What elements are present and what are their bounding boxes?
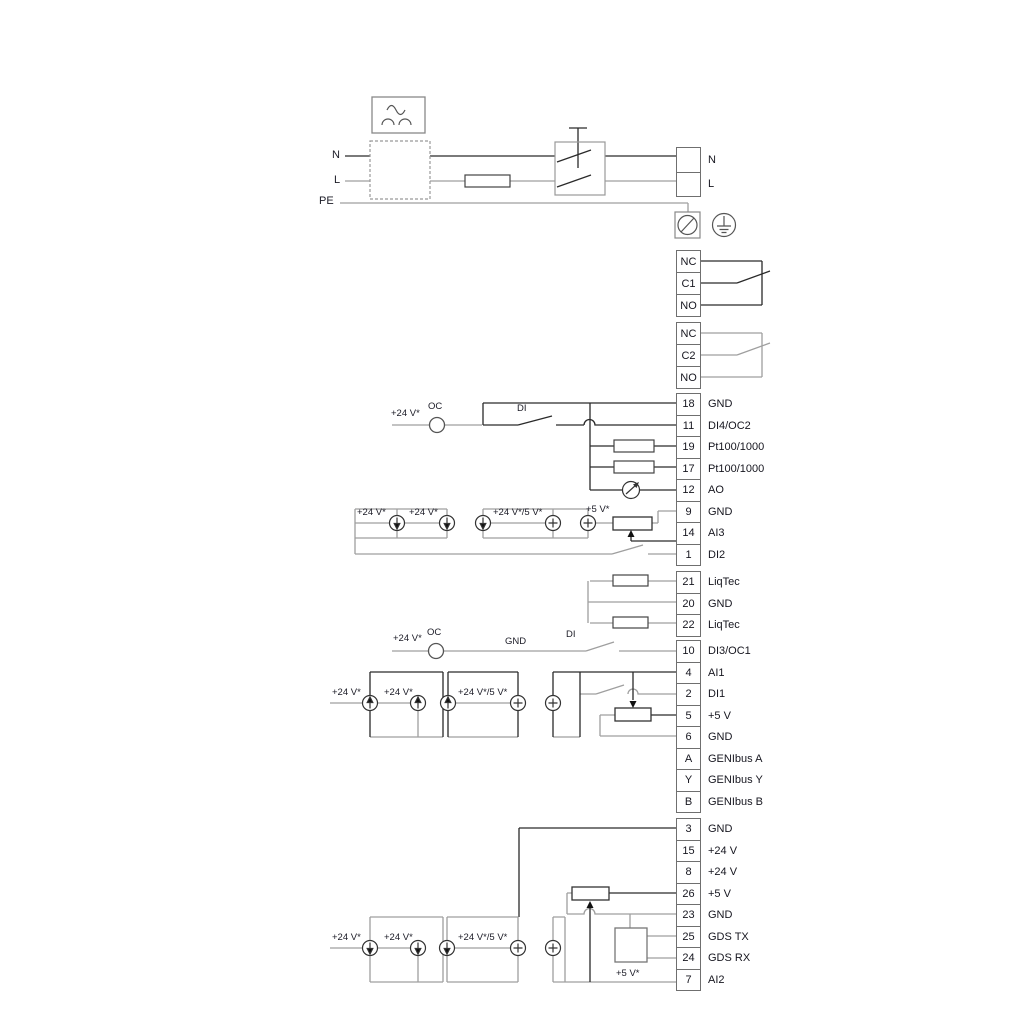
terminal-number: Y xyxy=(676,769,701,792)
table-row xyxy=(676,947,750,970)
terminal-label: AI1 xyxy=(708,666,725,679)
terminal-label: Pt100/1000 xyxy=(708,441,765,454)
line-label-pe: PE xyxy=(319,195,334,207)
open-collector-icon xyxy=(430,418,445,433)
terminal-strip-2 xyxy=(676,571,740,637)
table-row xyxy=(676,840,750,863)
open-collector-icon xyxy=(429,644,444,659)
gnd-label: GND xyxy=(505,636,527,647)
terminal-label: +24 V xyxy=(708,844,738,857)
voltage-source-plus-icon xyxy=(546,516,596,531)
potentiometer xyxy=(613,517,652,530)
table-row xyxy=(676,791,763,814)
table-row xyxy=(676,705,763,728)
terminal-number: 8 xyxy=(676,861,701,884)
fuse xyxy=(465,175,510,187)
supply-circles xyxy=(363,516,596,956)
terminal-label: GND xyxy=(708,398,733,411)
supply-label: +24 V*/5 V* xyxy=(458,932,508,943)
gds-sensor-box xyxy=(615,928,647,962)
terminal-label: GND xyxy=(708,731,733,744)
supply-label: +24 V* xyxy=(357,507,386,518)
terminal-cell: C1 xyxy=(676,272,701,295)
terminal-number: 25 xyxy=(676,926,701,949)
terminal-number: 4 xyxy=(676,662,701,685)
wiper-arrow-up-icon xyxy=(587,901,594,908)
terminal-cell: NO xyxy=(676,366,701,389)
potentiometer xyxy=(572,887,609,900)
terminal-number: 7 xyxy=(676,969,701,992)
terminal-number: 2 xyxy=(676,683,701,706)
terminal-label: L xyxy=(708,178,715,191)
terminal-strip-4 xyxy=(676,818,750,991)
liqtec-resistor xyxy=(613,575,648,586)
terminal-label: GENIbus Y xyxy=(708,774,763,787)
table-row xyxy=(676,172,716,198)
terminal-label: AI2 xyxy=(708,973,725,986)
table-row xyxy=(676,683,763,706)
terminal-number: 1 xyxy=(676,544,701,567)
table-row xyxy=(676,926,750,949)
terminal-label: GDS RX xyxy=(708,952,751,965)
terminal-cell: NC xyxy=(676,322,701,345)
terminal-label: GENIbus B xyxy=(708,795,764,808)
oc-label: OC xyxy=(427,627,442,638)
terminal-number: 26 xyxy=(676,883,701,906)
sine-wave-icon xyxy=(387,106,405,115)
terminal-label: DI1 xyxy=(708,688,726,701)
table-row xyxy=(676,458,764,481)
table-row xyxy=(676,883,750,906)
terminal-label: Pt100/1000 xyxy=(708,462,765,475)
wiper-arrows xyxy=(587,530,637,908)
terminal-label: +5 V xyxy=(708,709,731,722)
table-row xyxy=(676,662,763,685)
supply-label: +24 V* xyxy=(384,687,413,698)
terminal-number: 20 xyxy=(676,593,701,616)
mains-terminal-block xyxy=(676,147,716,197)
line-label-n: N xyxy=(332,149,340,161)
terminal-number: 24 xyxy=(676,947,701,970)
terminal-number: 6 xyxy=(676,726,701,749)
terminal-label: GND xyxy=(708,909,733,922)
supply-label: +24 V*/5 V* xyxy=(458,687,508,698)
table-row xyxy=(676,748,763,771)
terminal-cell: NC xyxy=(676,250,701,273)
terminal-label: GND xyxy=(708,597,733,610)
terminal-label: +5 V xyxy=(708,887,731,900)
supply-label: +24 V* xyxy=(393,633,422,644)
supply-label: +5 V* xyxy=(616,968,640,979)
terminal-label: AO xyxy=(708,484,724,497)
table-row xyxy=(676,522,764,545)
terminal-cell: NO xyxy=(676,294,701,317)
terminal-label: DI3/OC1 xyxy=(708,645,751,658)
line-label-l: L xyxy=(334,174,341,186)
terminal-label: GND xyxy=(708,823,733,836)
oc-label: OC xyxy=(428,401,443,412)
table-row xyxy=(676,726,763,749)
rectified-wave-icon xyxy=(382,119,411,125)
ac-supply-box xyxy=(372,97,425,133)
table-row xyxy=(676,344,701,367)
terminal-number: 18 xyxy=(676,393,701,416)
supply-label: +24 V* xyxy=(391,408,420,419)
table-row xyxy=(676,322,701,345)
terminal-cell xyxy=(676,147,701,173)
table-row xyxy=(676,904,750,927)
terminal-cell xyxy=(676,172,701,198)
terminal-number: 22 xyxy=(676,614,701,637)
terminal-number: 10 xyxy=(676,640,701,663)
terminal-number: 15 xyxy=(676,840,701,863)
terminal-label: LiqTec xyxy=(708,619,740,632)
supply-label: +24 V* xyxy=(384,932,413,943)
table-row xyxy=(676,818,750,841)
wiper-arrow-down-icon xyxy=(630,701,637,708)
current-source-down-icon xyxy=(390,516,491,531)
di-label: DI xyxy=(517,403,527,414)
table-row xyxy=(676,640,763,663)
table-row xyxy=(676,479,764,502)
table-row xyxy=(676,614,740,637)
terminal-label: LiqTec xyxy=(708,576,740,589)
terminal-strip-3 xyxy=(676,640,763,813)
terminal-label: DI4/OC2 xyxy=(708,419,751,432)
wiper-arrow-up-icon xyxy=(628,530,635,537)
table-row xyxy=(676,969,750,992)
terminal-number: 19 xyxy=(676,436,701,459)
voltage-source-plus-icon xyxy=(511,941,561,956)
terminal-number: 11 xyxy=(676,415,701,438)
pt-sensor-resistor xyxy=(614,440,654,452)
table-row xyxy=(676,769,763,792)
terminal-label: GDS TX xyxy=(708,930,749,943)
terminal-number: 12 xyxy=(676,479,701,502)
table-row xyxy=(676,593,740,616)
potentiometer xyxy=(615,708,651,721)
terminal-number: 17 xyxy=(676,458,701,481)
terminal-label: DI2 xyxy=(708,548,726,561)
terminal-number: 5 xyxy=(676,705,701,728)
terminal-label: GENIbus A xyxy=(708,752,763,765)
terminal-label: N xyxy=(708,153,716,166)
terminal-number: 9 xyxy=(676,501,701,524)
table-row xyxy=(676,501,764,524)
table-row xyxy=(676,571,740,594)
relay1-block xyxy=(676,250,701,317)
table-row xyxy=(676,544,764,567)
terminal-number: 21 xyxy=(676,571,701,594)
supply-label: +24 V* xyxy=(332,932,361,943)
table-row xyxy=(676,294,701,317)
terminal-number: A xyxy=(676,748,701,771)
table-row xyxy=(676,415,764,438)
terminal-number: 23 xyxy=(676,904,701,927)
table-row xyxy=(676,147,716,173)
supply-label: +24 V*/5 V* xyxy=(493,507,543,518)
supply-label: +24 V* xyxy=(409,507,438,518)
table-row xyxy=(676,366,701,389)
terminal-label: +24 V xyxy=(708,866,738,879)
terminal-cell: C2 xyxy=(676,344,701,367)
terminal-strip-1 xyxy=(676,393,764,566)
relay2-block xyxy=(676,322,701,389)
supply-label: +5 V* xyxy=(586,504,610,515)
supply-label: +24 V* xyxy=(332,687,361,698)
table-row xyxy=(676,272,701,295)
terminal-label: GND xyxy=(708,505,733,518)
terminal-label: AI3 xyxy=(708,527,725,540)
dashed-unit-box xyxy=(370,141,430,199)
table-row xyxy=(676,250,701,273)
table-row xyxy=(676,436,764,459)
liqtec-resistor xyxy=(613,617,648,628)
terminal-number: 3 xyxy=(676,818,701,841)
pt-sensor-resistor xyxy=(614,461,654,473)
table-row xyxy=(676,393,764,416)
voltage-source-plus-icon xyxy=(511,696,561,711)
di-label: DI xyxy=(566,629,576,640)
mains-switch-box xyxy=(555,142,605,195)
table-row xyxy=(676,861,750,884)
terminal-number: 14 xyxy=(676,522,701,545)
terminal-number: B xyxy=(676,791,701,814)
